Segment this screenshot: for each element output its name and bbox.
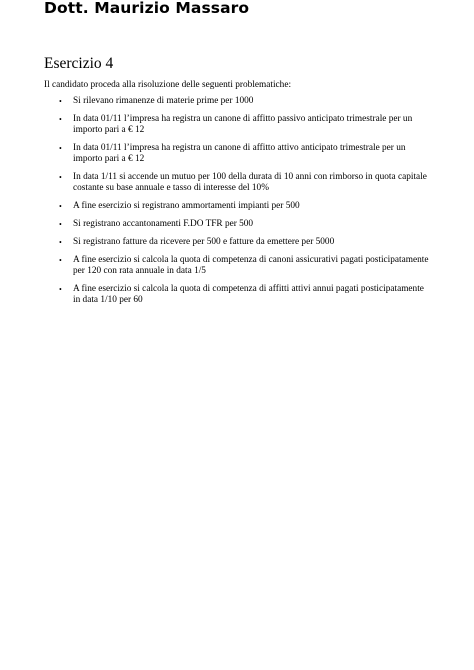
bullet-icon: • bbox=[59, 285, 62, 294]
list-item bbox=[44, 114, 429, 136]
bullet-icon: • bbox=[59, 202, 62, 211]
list-item-text: A fine esercizio si registrano ammortamenti impianti per 500 bbox=[73, 201, 300, 211]
list-item bbox=[44, 96, 429, 107]
list-item-text: Si registrano fatture da ricevere per 500 e fatture da emettere per 5000 bbox=[73, 237, 335, 247]
list-item-text: In data 1/11 si accende un mutuo per 100 della durata di 10 anni con rimborso in quota capitale costante su base annuale e tasso di interesse del 10% bbox=[73, 172, 427, 193]
list-item bbox=[44, 255, 429, 277]
list-item bbox=[44, 219, 429, 230]
list-item-text: A fine esercizio si calcola la quota di competenza di affitti attivi annui pagati posticipatamente in data 1/10 per 60 bbox=[73, 284, 424, 305]
list-item-text: Si registrano accantonamenti F.DO TFR per 500 bbox=[73, 219, 254, 229]
bullet-icon: • bbox=[59, 115, 62, 124]
list-item bbox=[44, 201, 429, 212]
bullet-icon: • bbox=[59, 173, 62, 182]
list-item-text: In data 01/11 l’impresa ha registra un canone di affitto attivo anticipato trimestrale per un importo pari a € 12 bbox=[73, 143, 406, 164]
exercise-title: Esercizio 4 bbox=[44, 55, 114, 72]
list-item-text: A fine esercizio si calcola la quota di competenza di canoni assicurativi pagati posticipatamente per 120 con rata annuale in data 1/5 bbox=[73, 255, 429, 276]
author-name: Dott. Maurizio Massaro bbox=[44, 0, 250, 17]
list-item bbox=[44, 237, 429, 248]
bullet-icon: • bbox=[59, 238, 62, 247]
intro-text: Il candidato proceda alla risoluzione delle seguenti problematiche: bbox=[44, 80, 292, 90]
bullet-icon: • bbox=[59, 220, 62, 229]
problem-list bbox=[44, 96, 429, 313]
list-item bbox=[44, 172, 429, 194]
bullet-icon: • bbox=[59, 97, 62, 106]
bullet-icon: • bbox=[59, 256, 62, 265]
list-item-text: In data 01/11 l’impresa ha registra un canone di affitto passivo anticipato trimestrale per un importo pari a € 12 bbox=[73, 114, 413, 135]
bullet-icon: • bbox=[59, 144, 62, 153]
list-item bbox=[44, 143, 429, 165]
list-item-text: Si rilevano rimanenze di materie prime per 1000 bbox=[73, 96, 254, 106]
list-item bbox=[44, 284, 429, 306]
